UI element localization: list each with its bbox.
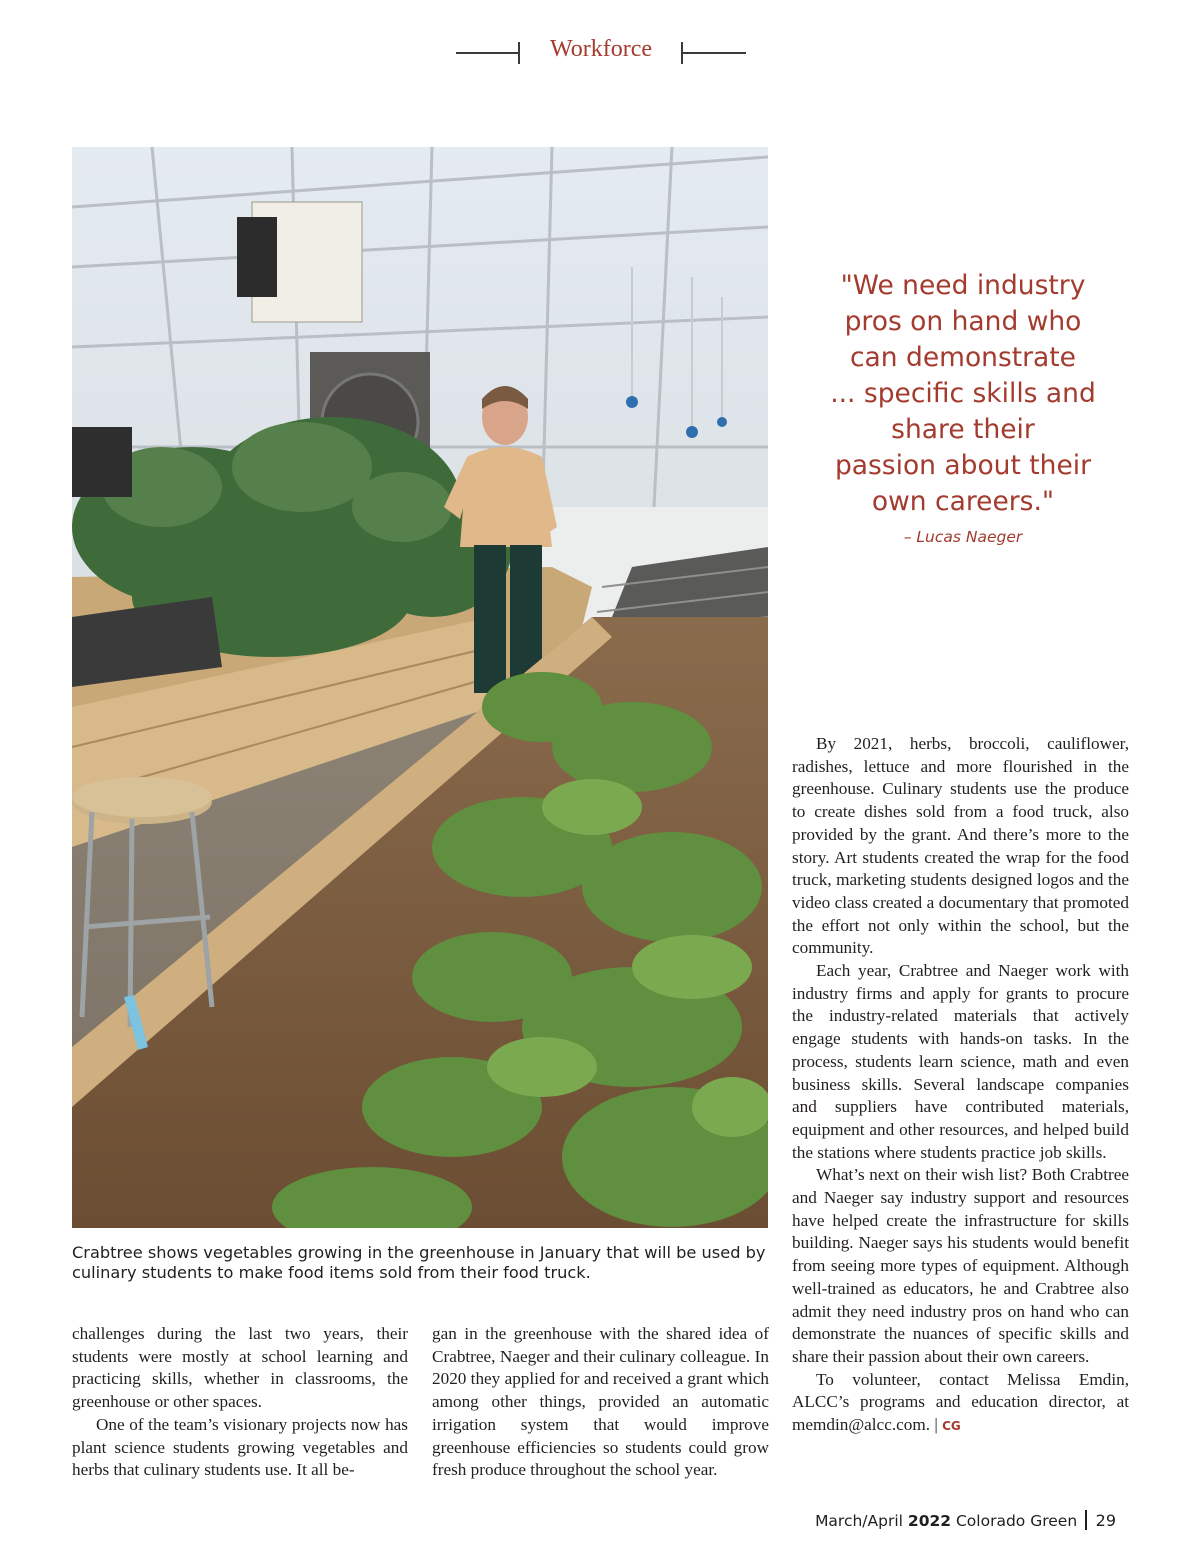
article-paragraph-text: To volunteer, contact Melissa Emdin, ALCC’s programs and education director, at memdin@alcc.com. <box>792 1369 1129 1435</box>
pull-quote-line: "We need industry <box>840 270 1086 301</box>
article-paragraph: Each year, Crabtree and Naeger work with industry firms and apply for grants to procure the industry-related materials that actively engage students with hands-on tasks. In the process, students learn science, math and even business skills. Several landscape companies and suppliers have contributed materials, equipment and other resources, and helped build the stations where students practice job skills. <box>792 961 1129 1162</box>
pull-quote-line: passion about their <box>834 450 1092 481</box>
end-mark-separator: | <box>934 1415 938 1435</box>
greenhouse-photo <box>72 147 768 1228</box>
pull-quote-line: ... specific skills and <box>830 378 1096 409</box>
section-label: Workforce <box>549 36 652 62</box>
article-paragraph: What’s next on their wish list? Both Crabtree and Naeger say industry support and resources have helped create the infrastructure for skills building. Naeger says his students would benefit from seeing more types of equipment. Although well-trained as educators, he and Crabtree also admit they need industry pros on hand who can demonstrate the nuances of specific skills and share their passion about their own careers. <box>792 1165 1129 1366</box>
article-paragraph-last <box>792 1369 1129 1438</box>
pull-quote-line: can demonstrate <box>849 342 1076 373</box>
header-rule-right <box>682 52 746 54</box>
article-column-middle <box>432 1323 769 1482</box>
pull-quote-line: own careers." <box>871 486 1055 517</box>
page-footer <box>815 1510 1116 1530</box>
page-number: 29 <box>1095 1511 1116 1530</box>
pull-quote-line: share their <box>891 414 1035 445</box>
issue-label: March/April <box>815 1512 903 1530</box>
article-column-right <box>792 733 1129 1438</box>
article-paragraph: By 2021, herbs, broccoli, cauliflower, radishes, lettuce and more flourished in the greenhouse. Culinary students use the produce to create dishes sold from a food truck, also provided by the grant. And there’s more to the story. Art students created the wrap for the food truck, marketing students designed logos and the video class created a documentary that promoted the effort not only within the school, but the community. <box>792 734 1129 958</box>
end-mark-logo: CG <box>942 1419 961 1434</box>
pull-quote-attribution: – Lucas Naeger <box>903 528 1023 546</box>
pull-quote <box>806 268 1120 520</box>
pull-quote-line: pros on hand who <box>844 306 1082 337</box>
issue-year: 2022 <box>907 1512 952 1530</box>
header-rule-tick-left <box>518 42 520 64</box>
article-paragraph: One of the team’s visionary projects now has plant science students growing vegetables and herbs that culinary students use. It all be- <box>72 1414 408 1480</box>
article-column-left <box>72 1323 408 1482</box>
header-rule-left <box>456 52 520 54</box>
article-paragraph: challenges during the last two years, their students were mostly at school learning and practicing skills, whether in classrooms, the greenhouse or other spaces. <box>72 1324 408 1412</box>
footer-divider <box>1085 1510 1087 1530</box>
article-paragraph: gan in the greenhouse with the shared idea of Crabtree, Naeger and their culinary colleague. In 2020 they applied for and received a grant which among other things, provided an automatic irrigation system that would improve greenhouse efficiencies so students could grow fresh produce throughout the school year. <box>432 1324 769 1480</box>
photo-caption: Crabtree shows vegetables growing in the greenhouse in January that will be used by culinary students to make food items sold from their food truck. <box>72 1243 766 1282</box>
magazine-name: Colorado Green <box>955 1512 1078 1530</box>
